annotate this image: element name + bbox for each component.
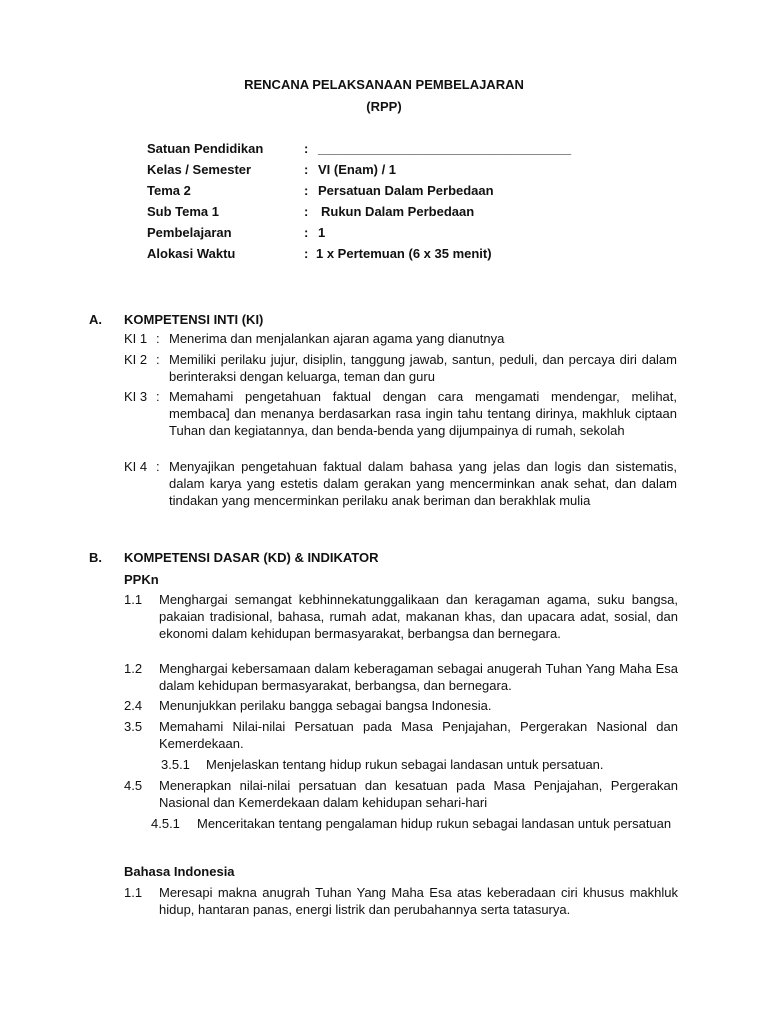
indicator-number: 4.5.1 [151,816,180,831]
kd-text: Memahami Nilai-nilai Persatuan pada Masa Penjajahan, Pergerakan Nasional dan Kemerdekaan. [159,719,678,751]
indicator-text: Menjelaskan tentang hidup rukun sebagai landasan untuk persatuan. [206,757,604,772]
kd-number: 3.5 [124,719,143,734]
kd-number: 2.4 [124,698,143,713]
indicator-text: Menceritakan tentang pengalaman hidup rukun sebagai landasan untuk persatuan [197,816,672,831]
ki-text: Menyajikan pengetahuan faktual dalam bahasa yang jelas dan logis dan sistematis, dalam karya yang estetis dalam gerakan yang mencerminkan anak sehat, dan dalam tindakan yang mencerminkan perilaku anak beriman dan berakhlak mulia [169,459,677,508]
kd-number: 1.1 [124,592,143,607]
section-b-heading: KOMPETENSI DASAR (KD) & INDIKATOR [124,550,379,565]
identity-colon: : [304,162,309,177]
ki-text: Memahami pengetahuan faktual dengan cara mengamati mendengar, melihat, membaca] dan menanya berdasarkan rasa ingin tahu tentang dirinya, makhluk ciptaan Tuhan dan kegiatannya, dan benda-benda yang dijumpainya di rumah, sekolah [169,389,677,438]
kd-text: Menunjukkan perilaku bangga sebagai bangsa Indonesia. [159,698,492,713]
ki-colon: : [156,331,160,346]
identity-value: 1 x Pertemuan (6 x 35 menit) [316,246,492,261]
kd-text: Menghargai kebersamaan dalam keberagaman sebagai anugerah Tuhan Yang Maha Esa dalam kehidupan bermasyarakat, berbangsa, dan bernegara. [159,661,678,693]
kd-number: 4.5 [124,778,143,793]
document-title: RENCANA PELAKSANAAN PEMBELAJARAN [244,77,524,92]
identity-label: Sub Tema 1 [147,204,220,219]
identity-colon: : [304,204,309,219]
identity-label: Tema 2 [147,183,191,198]
identity-colon: : [304,141,309,156]
kd-text: Menghargai semangat kebhinnekatunggalikaan dan keragaman agama, suku bangsa, pakaian tradisional, bahasa, rumah adat, makanan khas, dan upacara adat, sosial, dan ekonomi dalam kehidupan bermasyarakat, berbangsa dan bernegara. [159,592,678,641]
section-b-letter: B. [89,550,102,565]
identity-colon: : [304,225,309,240]
identity-colon: : [304,246,309,261]
section-a-heading: KOMPETENSI INTI (KI) [124,312,264,327]
indicator-number: 3.5.1 [161,757,190,772]
subject-heading-bahasa-indonesia: Bahasa Indonesia [124,864,235,879]
kd-text: Meresapi makna anugrah Tuhan Yang Maha Esa atas keberadaan ciri khusus makhluk hidup, hantaran panas, energi listrik dan perubahannya serta tatasurya. [159,885,678,917]
ki-colon: : [156,352,160,367]
identity-label: Kelas / Semester [147,162,252,177]
identity-label: Satuan Pendidikan [147,141,264,156]
section-a-letter: A. [89,312,102,327]
ki-label: KI 1 [124,331,148,346]
identity-label: Alokasi Waktu [147,246,236,261]
ki-label: KI 4 [124,459,148,474]
identity-value: VI (Enam) / 1 [318,162,397,177]
subject-heading-ppkn: PPKn [124,572,159,587]
identity-value: ___________________________________ [318,141,572,156]
identity-value: 1 [318,225,326,240]
ki-colon: : [156,389,160,404]
identity-colon: : [304,183,309,198]
ki-label: KI 2 [124,352,148,367]
ki-text: Memiliki perilaku jujur, disiplin, tanggung jawab, santun, peduli, dan percaya diri dalam berinteraksi dengan keluarga, teman dan guru [169,352,677,384]
kd-number: 1.1 [124,885,143,900]
identity-value: Rukun Dalam Perbedaan [321,204,475,219]
ki-label: KI 3 [124,389,148,404]
identity-value: Persatuan Dalam Perbedaan [318,183,494,198]
kd-text: Menerapkan nilai-nilai persatuan dan kesatuan pada Masa Penjajahan, Pergerakan Nasional dan Kemerdekaan dalam kehidupan sehari-hari [159,778,678,810]
document-subtitle: (RPP) [366,99,402,114]
kd-number: 1.2 [124,661,143,676]
identity-label: Pembelajaran [147,225,232,240]
ki-text: Menerima dan menjalankan ajaran agama yang dianutnya [169,331,505,346]
ki-colon: : [156,459,160,474]
